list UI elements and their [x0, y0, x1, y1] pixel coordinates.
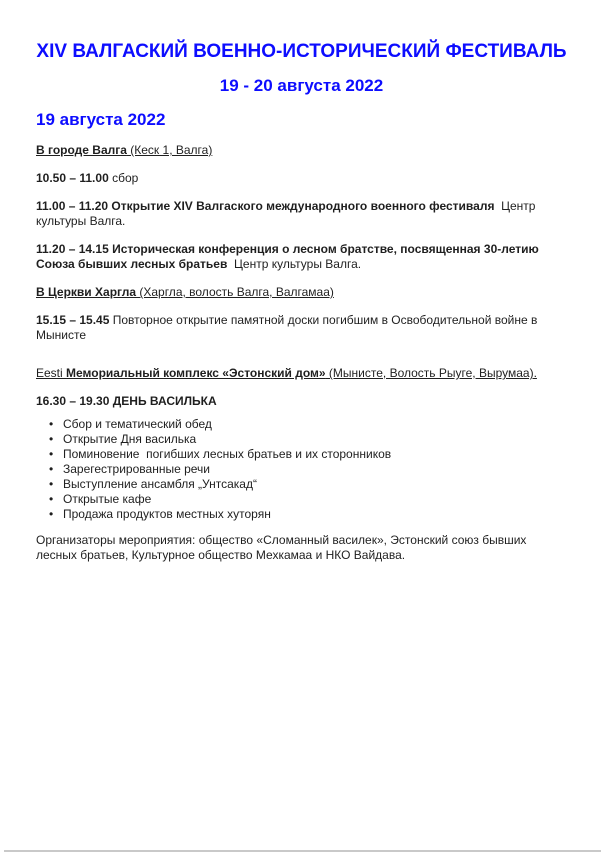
- page-title: XIV ВАЛГАСКИЙ ВОЕННО-ИСТОРИЧЕСКИЙ ФЕСТИВАЛЬ: [36, 41, 567, 62]
- blank-line: [36, 356, 567, 366]
- list-item: • Открытие Дня василька: [49, 432, 567, 447]
- event-paragraph: [36, 171, 567, 186]
- location-name: Мемориальный комплекс «Эстонский дом»: [66, 366, 326, 380]
- event-paragraph: [36, 242, 567, 272]
- location-address: (Кеск 1, Валга): [126, 143, 213, 157]
- list-item: • Открытые кафе: [49, 492, 567, 507]
- location-address: (Мынисте, Волость Рыуге, Вырумаа).: [325, 366, 537, 380]
- day-heading: 19 августа 2022: [36, 110, 166, 129]
- section-heading-valga-town: [36, 143, 567, 158]
- list-item: • Выступление ансамбля „Унтсакад“: [49, 477, 567, 492]
- section-heading-hargla-church: [36, 285, 567, 300]
- section-heading-estonian-house: [36, 366, 567, 381]
- location-name: В Церкви Харгла: [36, 285, 137, 299]
- list-item: • Зарегестрированные речи: [49, 462, 567, 477]
- bullet-list: [36, 417, 567, 522]
- event-time-title: 11.20 – 14.15 Историческая конференция о лесном братстве, посвященная 30-летию Союза бывших лесных братьев: [36, 242, 543, 271]
- event-paragraph: [36, 394, 567, 409]
- event-time-title: 16.30 – 19.30 ДЕНЬ ВАСИЛЬКА: [36, 394, 217, 408]
- event-details: Центр культуры Валга.: [36, 199, 539, 228]
- location-address: (Харгла, волость Валга, Валгамаа): [136, 285, 334, 299]
- list-item: • Сбор и тематический обед: [49, 417, 567, 432]
- event-details: сбор: [108, 171, 139, 185]
- event-details: Центр культуры Валга.: [227, 257, 362, 271]
- event-time-title: 11.00 – 11.20 Открытие XIV Валгаского международного военного фестиваля: [36, 199, 495, 213]
- event-time: 10.50 – 11.00: [36, 171, 109, 185]
- organizers-paragraph: Организаторы мероприятия: общество «Сломанный василек», Эстонский союз бывших лесных братьев, Культурное общество Мехкамаа и НКО Вайдава.: [36, 533, 530, 562]
- event-paragraph: [36, 199, 567, 229]
- location-prefix: Eesti: [36, 366, 67, 380]
- event-time: 15.15 – 15.45: [36, 313, 110, 327]
- festival-dates-subtitle: 19 - 20 августа 2022: [219, 76, 384, 95]
- event-paragraph: [36, 313, 567, 343]
- list-item: • Продажа продуктов местных хуторян: [49, 507, 567, 522]
- event-details: Повторное открытие памятной доски погибшим в Освободительной войне в Мынисте: [36, 313, 541, 342]
- page-boundary-line: [4, 850, 601, 852]
- list-item: • Поминовение погибших лесных братьев и их сторонников: [49, 447, 567, 462]
- location-name: В городе Валга: [36, 143, 127, 157]
